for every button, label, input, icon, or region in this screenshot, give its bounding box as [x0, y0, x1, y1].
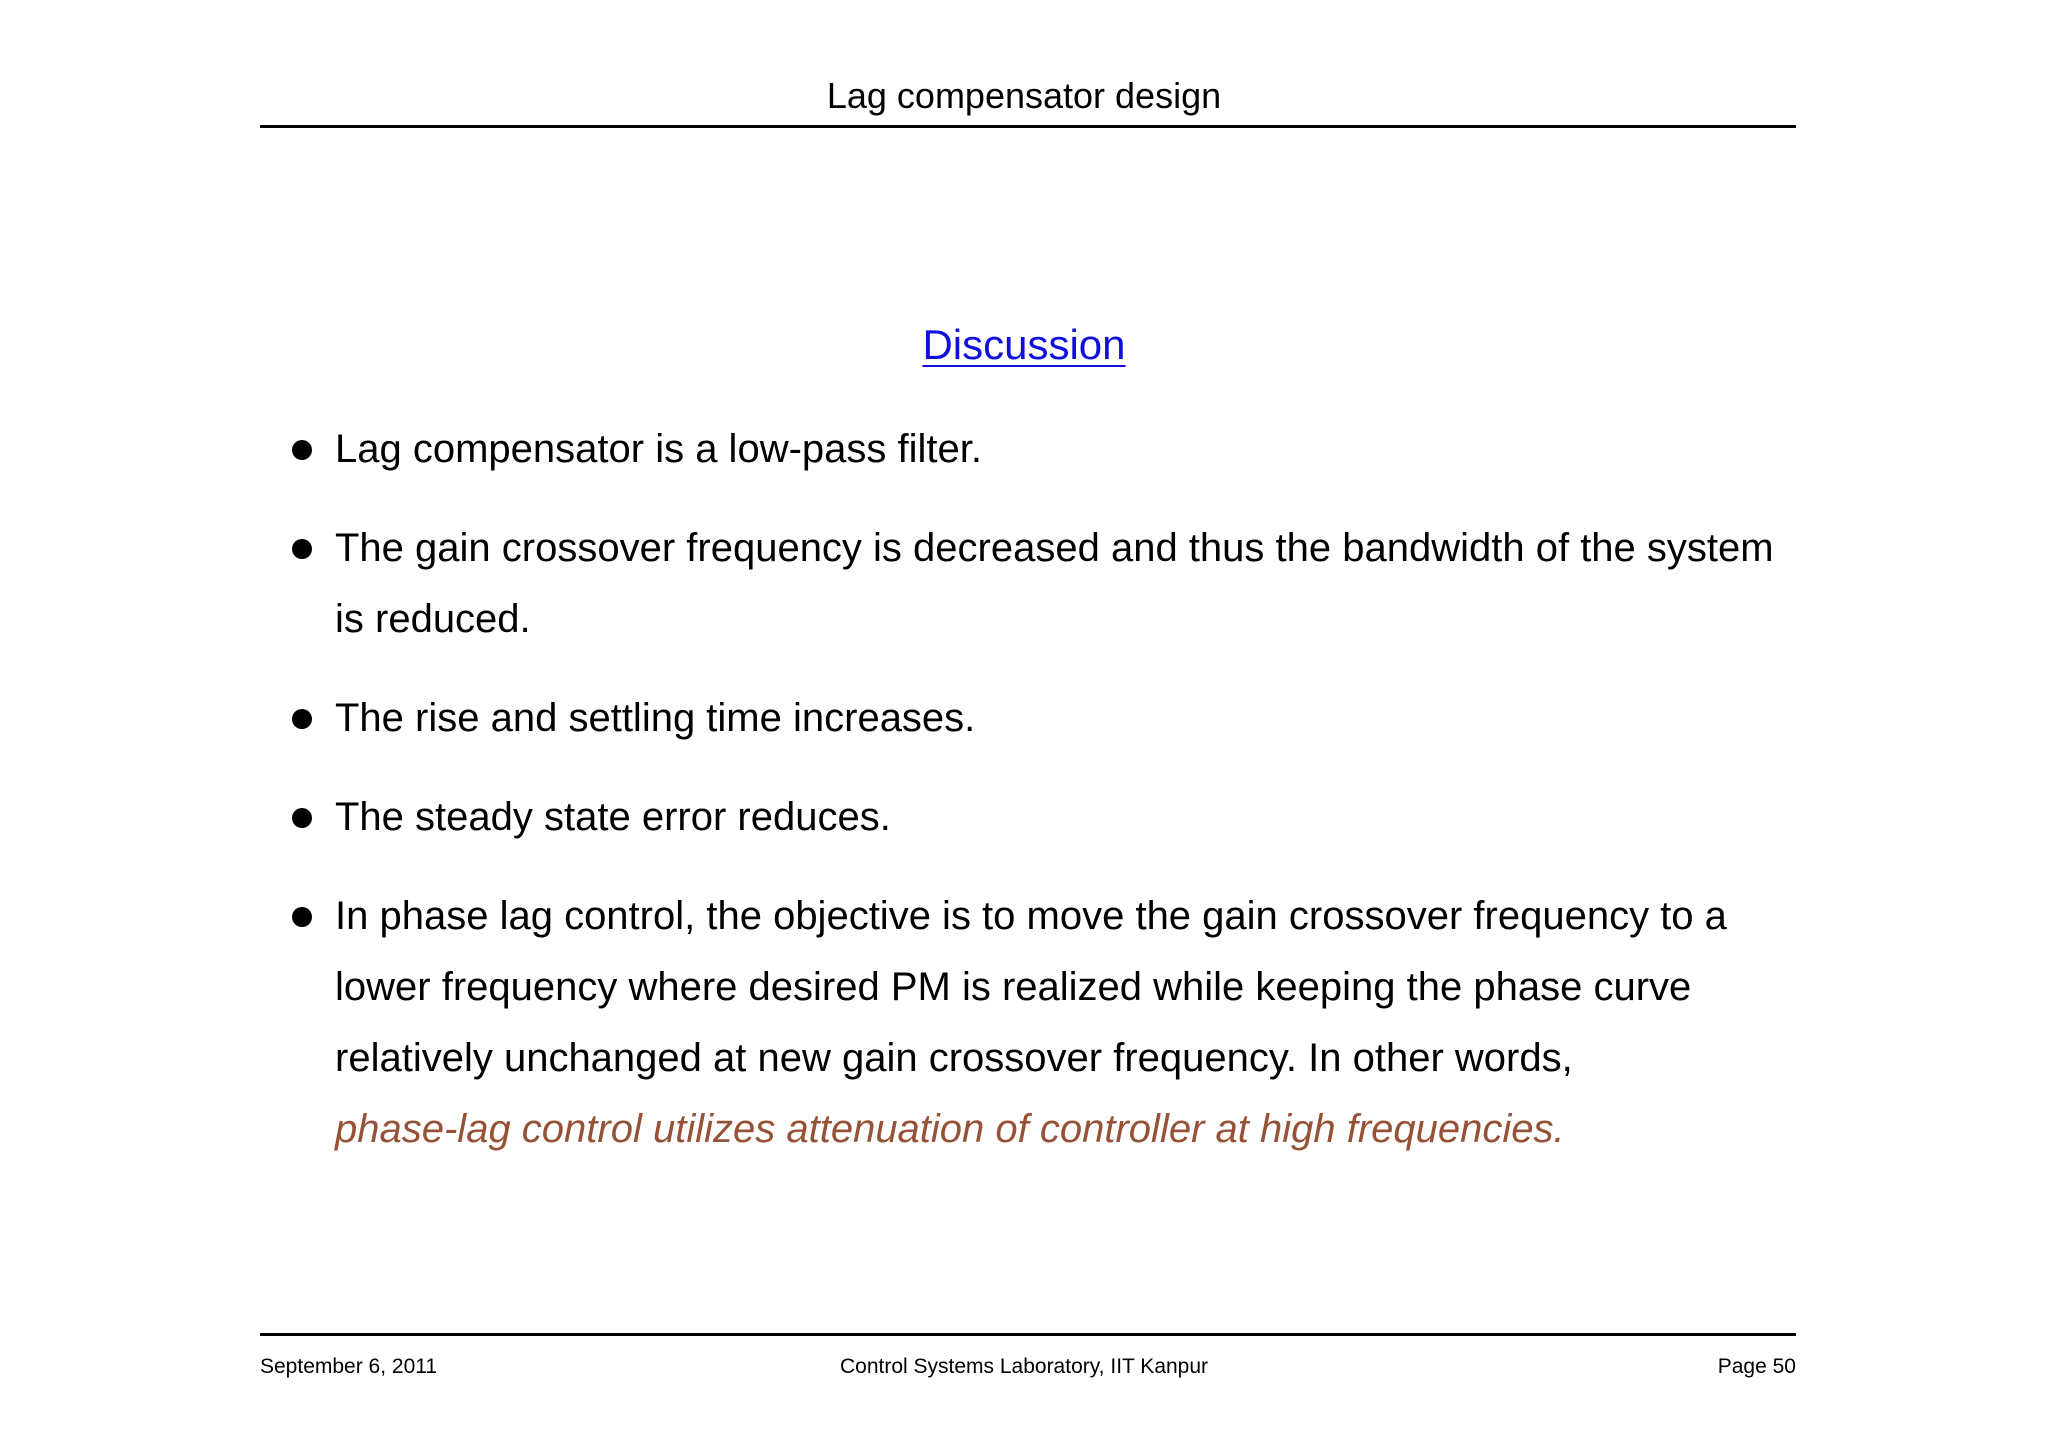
page-title: Lag compensator design	[826, 75, 1222, 116]
bullet-text-emphasis: phase-lag control utilizes attenuation of controller at high frequencies.	[335, 1107, 1565, 1151]
bullet-item	[290, 881, 1810, 1165]
bullet-text-main: In phase lag control, the objective is to move the gain crossover frequency to a lower frequency where desired PM is realized while keeping the phase curve relatively unchanged at new gain crossover frequency. In other words,	[335, 894, 1727, 1080]
header-divider	[260, 125, 1796, 128]
footer-date: September 6, 2011	[260, 1355, 438, 1378]
bullet-dot-icon	[292, 808, 312, 828]
bullet-dot-icon	[292, 709, 312, 729]
bullet-item	[290, 782, 1810, 853]
bullet-dot-icon	[292, 440, 312, 460]
bullet-text: Lag compensator is a low-pass filter.	[335, 427, 982, 471]
footer-organization: Control Systems Laboratory, IIT Kanpur	[839, 1355, 1209, 1378]
bullet-dot-icon	[292, 907, 312, 927]
discussion-heading-link[interactable]: Discussion	[922, 321, 1126, 368]
bullet-text: The steady state error reduces.	[335, 795, 891, 839]
footer-page-number: Page 50	[1717, 1355, 1796, 1378]
section-heading	[0, 317, 2048, 373]
bullet-text: The rise and settling time increases.	[335, 696, 976, 740]
bullet-item	[290, 683, 1810, 754]
bullet-list	[290, 414, 1810, 1193]
bullet-dot-icon	[292, 539, 312, 559]
bullet-text	[335, 881, 1810, 1165]
footer-divider	[260, 1333, 1796, 1336]
bullet-item	[290, 513, 1810, 655]
bullet-item	[290, 414, 1810, 485]
bullet-text: The gain crossover frequency is decreased and thus the bandwidth of the system is reduced.	[335, 526, 1774, 641]
